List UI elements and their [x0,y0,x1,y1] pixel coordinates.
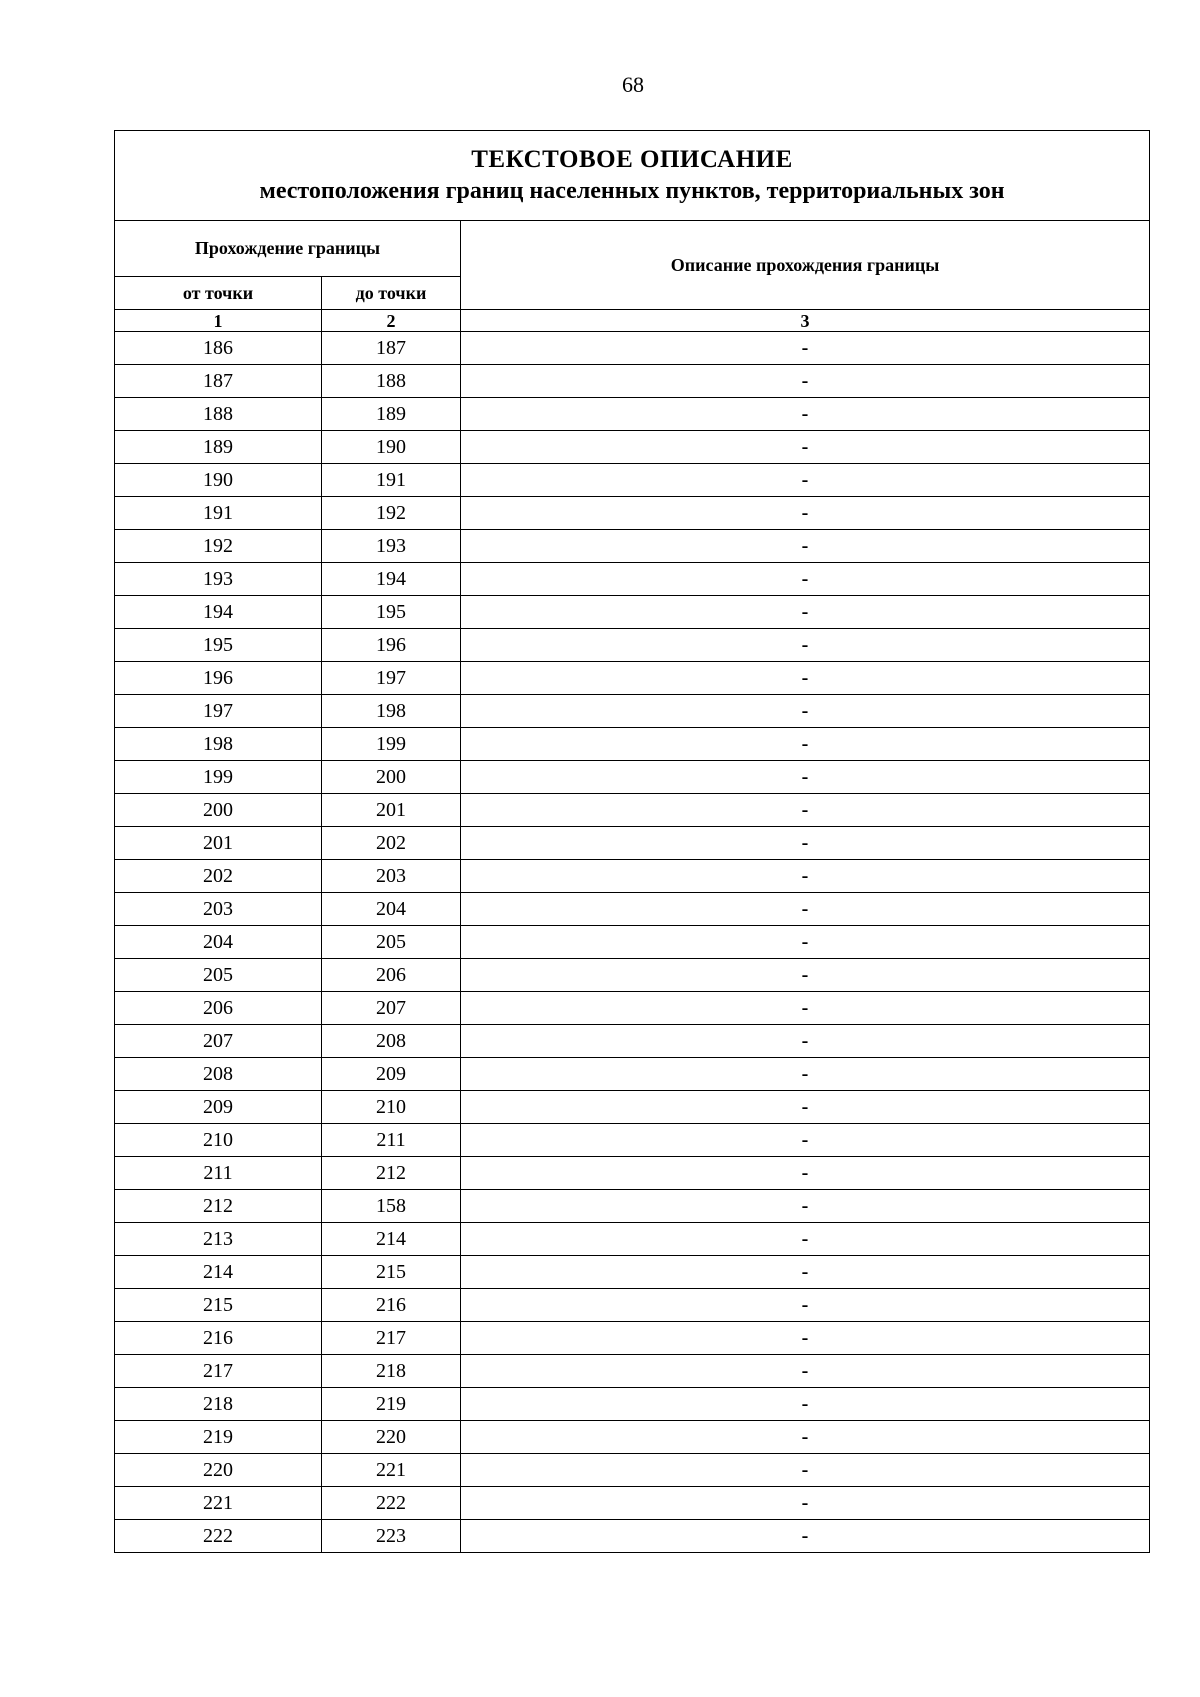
from-point-cell: 220 [115,1454,322,1487]
to-point-cell: 189 [322,398,461,431]
description-cell: - [461,827,1150,860]
table-row [115,1256,1150,1289]
from-point-cell: 211 [115,1157,322,1190]
table-row [115,728,1150,761]
from-point-cell: 212 [115,1190,322,1223]
to-point-cell: 204 [322,893,461,926]
to-point-cell: 190 [322,431,461,464]
description-cell: - [461,1124,1150,1157]
to-point-cell: 201 [322,794,461,827]
to-point-cell: 195 [322,596,461,629]
table-row [115,464,1150,497]
header-row-group [115,221,1150,277]
from-point-cell: 218 [115,1388,322,1421]
table-row [115,926,1150,959]
from-point-cell: 196 [115,662,322,695]
table-row [115,398,1150,431]
description-cell: - [461,1157,1150,1190]
to-point-cell: 221 [322,1454,461,1487]
table-row [115,1355,1150,1388]
description-cell: - [461,1355,1150,1388]
table-row [115,992,1150,1025]
to-point-cell: 205 [322,926,461,959]
from-point-cell: 216 [115,1322,322,1355]
table-row [115,1223,1150,1256]
from-point-cell: 210 [115,1124,322,1157]
to-point-cell: 216 [322,1289,461,1322]
description-cell: - [461,959,1150,992]
from-point-cell: 187 [115,365,322,398]
to-point-cell: 188 [322,365,461,398]
to-point-cell: 197 [322,662,461,695]
from-point-cell: 205 [115,959,322,992]
description-cell: - [461,365,1150,398]
table-row [115,1322,1150,1355]
table-row [115,1421,1150,1454]
table-row [115,1025,1150,1058]
header-boundary-passage: Прохождение границы [115,221,461,277]
table-row [115,761,1150,794]
description-cell: - [461,662,1150,695]
from-point-cell: 214 [115,1256,322,1289]
header-to-point: до точки [322,277,461,310]
table-row [115,1058,1150,1091]
description-cell: - [461,1322,1150,1355]
from-point-cell: 217 [115,1355,322,1388]
header-description: Описание прохождения границы [461,221,1150,310]
to-point-cell: 208 [322,1025,461,1058]
description-cell: - [461,1421,1150,1454]
boundary-description-table [114,130,1150,1553]
to-point-cell: 215 [322,1256,461,1289]
description-cell: - [461,563,1150,596]
table-title [115,131,1150,221]
table-row [115,1454,1150,1487]
description-cell: - [461,728,1150,761]
to-point-cell: 222 [322,1487,461,1520]
from-point-cell: 197 [115,695,322,728]
description-cell: - [461,695,1150,728]
table-row [115,1520,1150,1553]
title-main: ТЕКСТОВОЕ ОПИСАНИЕ [471,145,793,173]
header-from-point: от точки [115,277,322,310]
to-point-cell: 158 [322,1190,461,1223]
table-row [115,893,1150,926]
to-point-cell: 200 [322,761,461,794]
from-point-cell: 221 [115,1487,322,1520]
table-row [115,1289,1150,1322]
description-cell: - [461,860,1150,893]
description-cell: - [461,926,1150,959]
from-point-cell: 192 [115,530,322,563]
table-body [115,131,1150,1553]
description-cell: - [461,1223,1150,1256]
table-row [115,1190,1150,1223]
to-point-cell: 210 [322,1091,461,1124]
table-row [115,497,1150,530]
from-point-cell: 208 [115,1058,322,1091]
to-point-cell: 194 [322,563,461,596]
to-point-cell: 198 [322,695,461,728]
to-point-cell: 192 [322,497,461,530]
to-point-cell: 212 [322,1157,461,1190]
to-point-cell: 207 [322,992,461,1025]
table-row [115,431,1150,464]
description-cell: - [461,398,1150,431]
from-point-cell: 188 [115,398,322,431]
description-cell: - [461,1289,1150,1322]
to-point-cell: 219 [322,1388,461,1421]
to-point-cell: 203 [322,860,461,893]
description-cell: - [461,1091,1150,1124]
table-row [115,365,1150,398]
from-point-cell: 222 [115,1520,322,1553]
column-number-3: 3 [461,310,1150,332]
table-row [115,629,1150,662]
to-point-cell: 206 [322,959,461,992]
table-row [115,1388,1150,1421]
to-point-cell: 191 [322,464,461,497]
description-cell: - [461,497,1150,530]
from-point-cell: 213 [115,1223,322,1256]
to-point-cell: 218 [322,1355,461,1388]
table-row [115,860,1150,893]
from-point-cell: 195 [115,629,322,662]
description-cell: - [461,1520,1150,1553]
table-row [115,959,1150,992]
description-cell: - [461,431,1150,464]
table-row [115,596,1150,629]
from-point-cell: 204 [115,926,322,959]
description-cell: - [461,1487,1150,1520]
from-point-cell: 202 [115,860,322,893]
to-point-cell: 223 [322,1520,461,1553]
table-row [115,1487,1150,1520]
table-row [115,563,1150,596]
from-point-cell: 209 [115,1091,322,1124]
to-point-cell: 217 [322,1322,461,1355]
description-cell: - [461,761,1150,794]
from-point-cell: 186 [115,332,322,365]
to-point-cell: 211 [322,1124,461,1157]
from-point-cell: 203 [115,893,322,926]
from-point-cell: 207 [115,1025,322,1058]
table-row [115,1124,1150,1157]
to-point-cell: 214 [322,1223,461,1256]
from-point-cell: 200 [115,794,322,827]
description-cell: - [461,992,1150,1025]
to-point-cell: 220 [322,1421,461,1454]
title-subtitle: местоположения границ населенных пунктов, территориальных зон [259,178,1005,205]
header-row-numbers [115,310,1150,332]
from-point-cell: 191 [115,497,322,530]
table-row [115,662,1150,695]
description-cell: - [461,1256,1150,1289]
description-cell: - [461,530,1150,563]
title-row [115,131,1150,221]
description-cell: - [461,596,1150,629]
description-cell: - [461,1454,1150,1487]
description-cell: - [461,1058,1150,1091]
description-cell: - [461,1190,1150,1223]
to-point-cell: 193 [322,530,461,563]
column-number-1: 1 [115,310,322,332]
description-cell: - [461,332,1150,365]
table-row [115,332,1150,365]
to-point-cell: 187 [322,332,461,365]
to-point-cell: 199 [322,728,461,761]
column-number-2: 2 [322,310,461,332]
from-point-cell: 194 [115,596,322,629]
table-row [115,794,1150,827]
from-point-cell: 206 [115,992,322,1025]
table-row [115,1157,1150,1190]
table-row [115,1091,1150,1124]
description-cell: - [461,893,1150,926]
table-row [115,695,1150,728]
description-cell: - [461,464,1150,497]
from-point-cell: 193 [115,563,322,596]
table-row [115,530,1150,563]
to-point-cell: 209 [322,1058,461,1091]
from-point-cell: 190 [115,464,322,497]
from-point-cell: 199 [115,761,322,794]
description-cell: - [461,794,1150,827]
description-cell: - [461,1388,1150,1421]
from-point-cell: 219 [115,1421,322,1454]
description-cell: - [461,629,1150,662]
from-point-cell: 198 [115,728,322,761]
to-point-cell: 202 [322,827,461,860]
table-row [115,827,1150,860]
from-point-cell: 201 [115,827,322,860]
page-number: 68 [622,72,644,97]
from-point-cell: 189 [115,431,322,464]
description-cell: - [461,1025,1150,1058]
from-point-cell: 215 [115,1289,322,1322]
to-point-cell: 196 [322,629,461,662]
